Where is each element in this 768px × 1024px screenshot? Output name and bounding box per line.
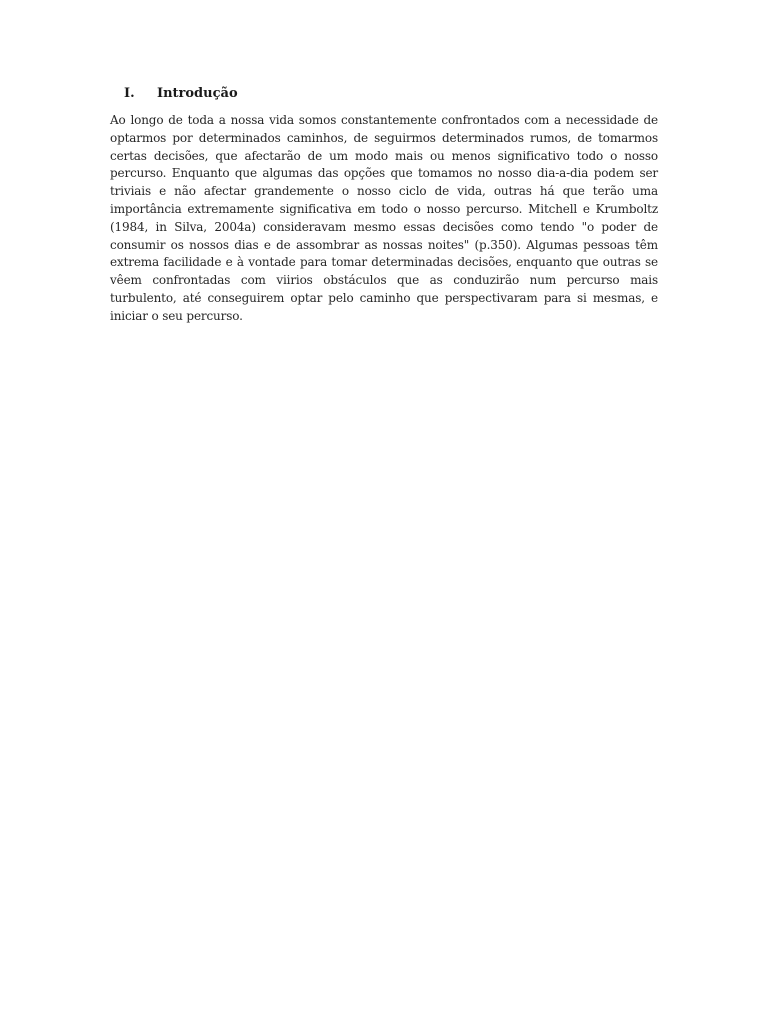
section-heading [124,86,238,101]
body-paragraph: Ao longo de toda a nossa vida somos constantemente confrontados com a necessidade de optarmos por determinados caminhos, de seguirmos determinados rumos, de tomarmos certas decisões, que afectarão de um modo mais ou menos significativo todo o nosso percurso. Enquanto que algumas das opções que tomamos no nosso dia-a-dia podem ser triviais e não afectar grandemente o nosso ciclo de vida, outras há que terão uma importância extremamente significativa em todo o nosso percurso. Mitchell e Krumboltz (1984, in Silva, 2004a) consideravam mesmo essas decisões como tendo "o poder de consumir os nossos dias e de assombrar as nossas noites" (p.350). Algumas pessoas têm extrema facilidade e à vontade para tomar determinadas decisões, enquanto que outras se vêem confrontadas com viirios obstáculos que as conduzirão num percurso mais turbulento, até conseguirem optar pelo caminho que perspectivaram para si mesmas, e iniciar o seu percurso. [110,113,658,323]
section-title: Introdução [157,86,238,101]
section-number: I. [124,86,135,101]
